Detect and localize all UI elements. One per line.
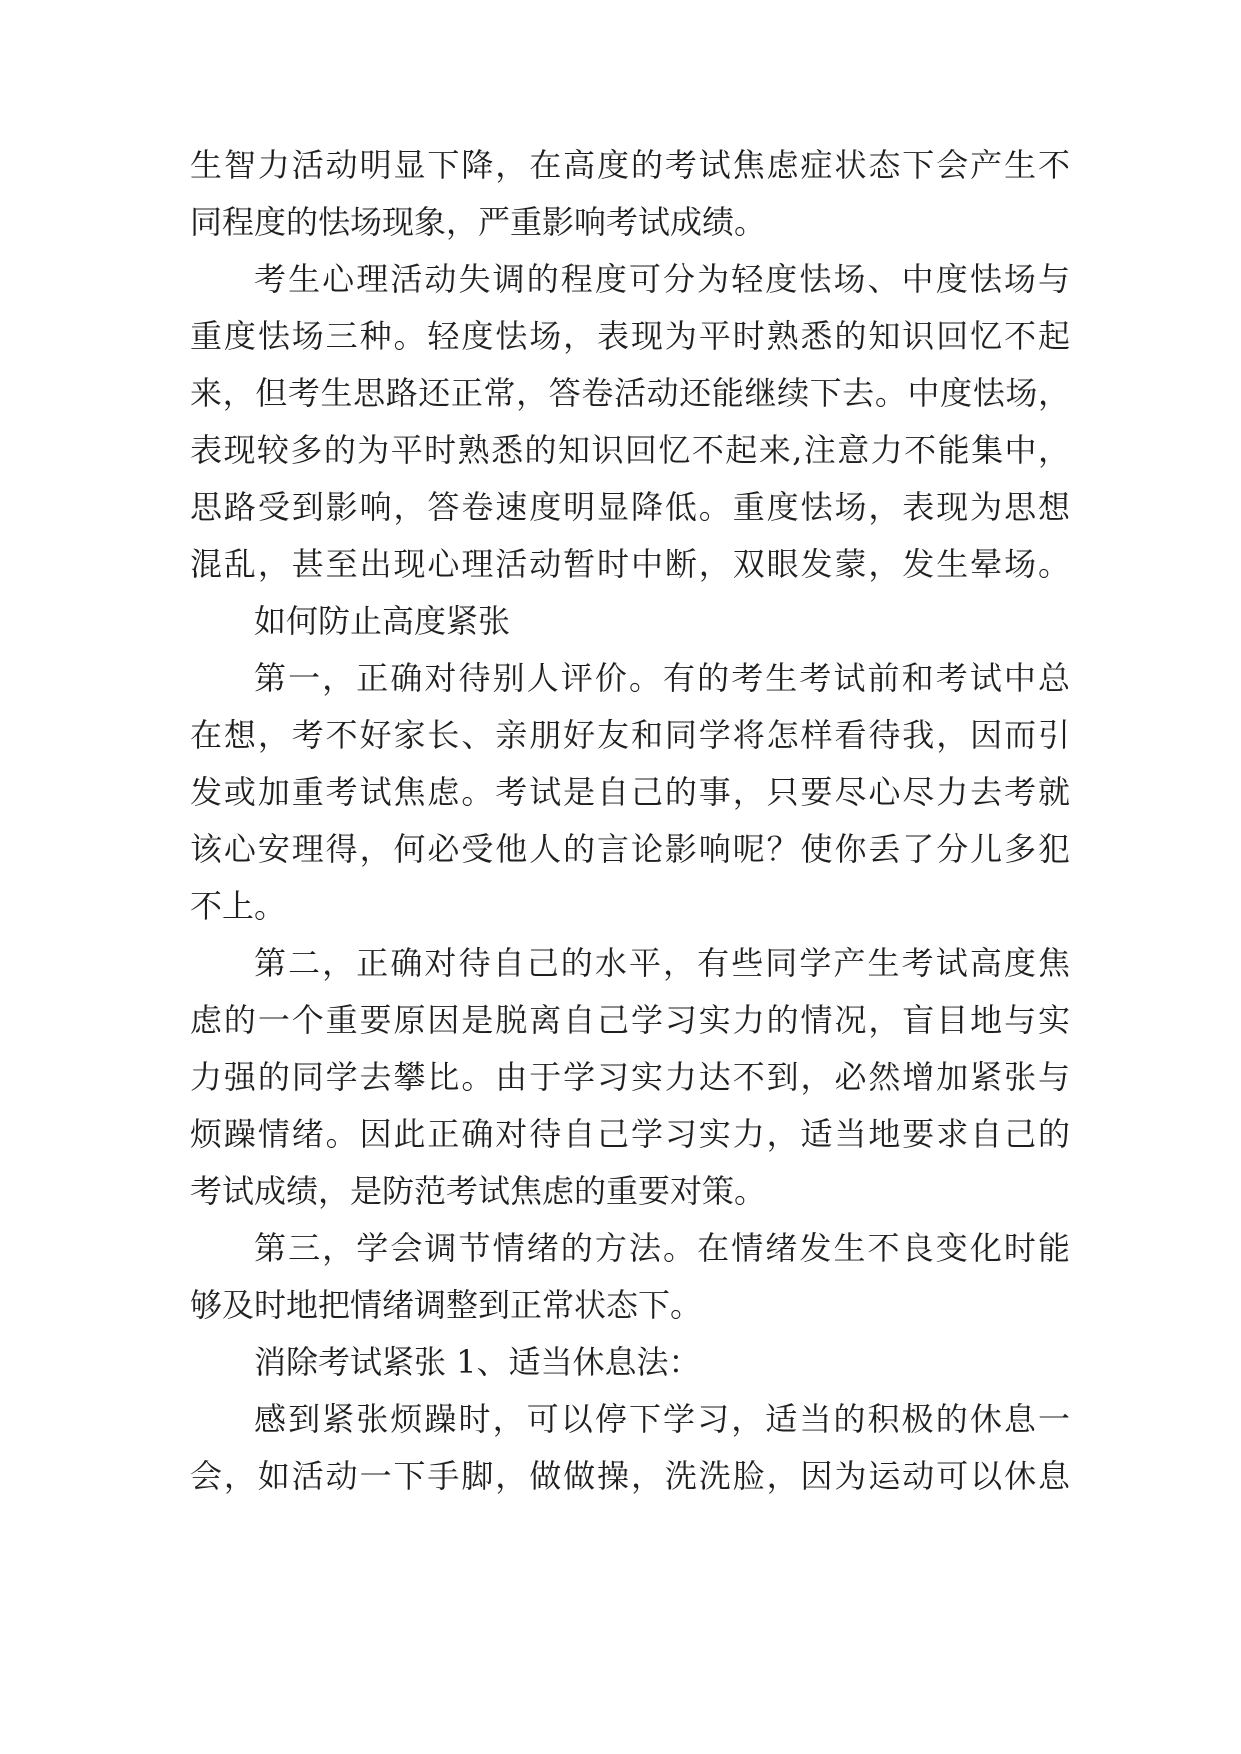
text-line: 够及时地把情绪调整到正常状态下。 [190, 1286, 703, 1324]
text-line: 思路受到影响，答卷速度明显降低。重度怯场，表现为思想 [190, 488, 1070, 526]
text-line: 会，如活动一下手脚，做做操，洗洗脸，因为运动可以休息 [190, 1457, 1070, 1495]
section-heading: 如何防止高度紧张 [254, 602, 511, 640]
text-line: 混乱，甚至出现心理活动暂时中断，双眼发蒙，发生晕场。 [190, 545, 1070, 583]
text-line: 不上。 [190, 887, 287, 925]
text-line: 表现较多的为平时熟悉的知识回忆不起来,注意力不能集中， [190, 431, 1070, 469]
text-line: 第三，学会调节情绪的方法。在情绪发生不良变化时能 [254, 1229, 1070, 1267]
text-line: 力强的同学去攀比。由于学习实力达不到，必然增加紧张与 [190, 1058, 1070, 1096]
text-line: 虑的一个重要原因是脱离自己学习实力的情况，盲目地与实 [190, 1001, 1070, 1039]
text-line: 该心安理得，何必受他人的言论影响呢？使你丢了分儿多犯 [190, 830, 1070, 868]
text-line: 第一，正确对待别人评价。有的考生考试前和考试中总 [254, 659, 1070, 697]
text-line: 考试成绩，是防范考试焦虑的重要对策。 [190, 1172, 767, 1210]
text-line: 重度怯场三种。轻度怯场，表现为平时熟悉的知识回忆不起 [190, 317, 1070, 355]
text-line: 发或加重考试焦虑。考试是自己的事，只要尽心尽力去考就 [190, 773, 1070, 811]
section-heading: 消除考试紧张 1、适当休息法： [254, 1343, 701, 1381]
text-line: 考生心理活动失调的程度可分为轻度怯场、中度怯场与 [254, 260, 1070, 298]
text-line: 烦躁情绪。因此正确对待自己学习实力，适当地要求自己的 [190, 1115, 1070, 1153]
text-line: 来，但考生思路还正常，答卷活动还能继续下去。中度怯场， [190, 374, 1070, 412]
text-line: 第二，正确对待自己的水平，有些同学产生考试高度焦 [254, 944, 1070, 982]
text-line: 同程度的怯场现象，严重影响考试成绩。 [190, 203, 767, 241]
text-line: 在想，考不好家长、亲朋好友和同学将怎样看待我，因而引 [190, 716, 1070, 754]
text-line: 生智力活动明显下降，在高度的考试焦虑症状态下会产生不 [190, 146, 1070, 184]
text-line: 感到紧张烦躁时，可以停下学习，适当的积极的休息一 [254, 1400, 1070, 1438]
